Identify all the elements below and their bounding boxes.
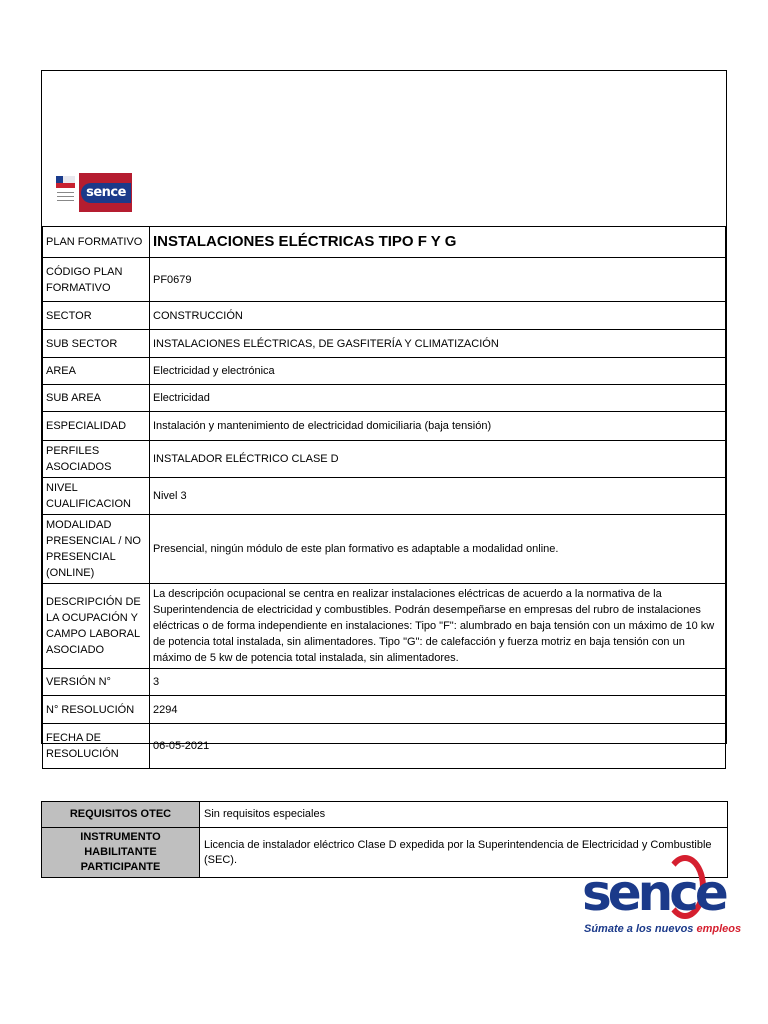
row-value: 3: [150, 669, 726, 696]
row-value: CONSTRUCCIÓN: [150, 302, 726, 330]
plan-sheet: [41, 70, 727, 760]
table-row: [43, 358, 726, 385]
table-row: [43, 669, 726, 696]
table-row: [43, 330, 726, 358]
otec-label: REQUISITOS OTEC: [42, 802, 200, 828]
row-value: 06-05-2021: [150, 724, 726, 769]
row-label: AREA: [43, 358, 150, 385]
row-value: Electricidad y electrónica: [150, 358, 726, 385]
row-label: SUB AREA: [43, 385, 150, 412]
table-row: [43, 302, 726, 330]
row-label: N° RESOLUCIÓN: [43, 696, 150, 724]
row-value: INSTALADOR ELÉCTRICO CLASE D: [150, 441, 726, 478]
row-label: CÓDIGO PLAN FORMATIVO: [43, 258, 150, 302]
row-label: SUB SECTOR: [43, 330, 150, 358]
table-row: [43, 227, 726, 258]
table-row: [43, 385, 726, 412]
row-label: PLAN FORMATIVO: [43, 227, 150, 258]
row-value: INSTALACIONES ELÉCTRICAS, DE GASFITERÍA Y CLIMATIZACIÓN: [150, 330, 726, 358]
table-row: [43, 258, 726, 302]
government-shield-icon: [53, 173, 79, 212]
row-label: ESPECIALIDAD: [43, 412, 150, 441]
table-row: [43, 441, 726, 478]
instrumento-value: Licencia de instalador eléctrico Clase D expedida por la Superintendencia de Electricidad y Combustible (SEC).: [200, 828, 728, 878]
row-label: NIVEL CUALIFICACION: [43, 478, 150, 515]
row-label: MODALIDAD PRESENCIAL / NO PRESENCIAL (ONLINE): [43, 515, 150, 584]
row-label: PERFILES ASOCIADOS: [43, 441, 150, 478]
table-row: [43, 696, 726, 724]
sence-wordmark-large: sence: [582, 864, 725, 922]
row-value: Electricidad: [150, 385, 726, 412]
row-label: VERSIÓN N°: [43, 669, 150, 696]
sence-wordmark: sence: [81, 183, 131, 203]
sence-logo-large: [578, 853, 742, 943]
otec-value: Sin requisitos especiales: [200, 802, 728, 828]
slogan-main: Súmate a los nuevos: [584, 923, 694, 935]
row-label: FECHA DE RESOLUCIÓN: [43, 724, 150, 769]
plan-title: INSTALACIONES ELÉCTRICAS TIPO F Y G: [150, 227, 726, 258]
row-value: La descripción ocupacional se centra en realizar instalaciones eléctricas de acuerdo a la normativa de la Superintendencia de electricidad y combustibles. Podrán desempeñarse en empresas del rubro de instalaciones eléctricas o de forma independiente en instalaciones: Tipo "F": alumbrado en baja tensión con un máximo de 10 kw de potencia total instalada, sin alimentadores. Tipo "G": de calefacción y fuerza motriz en baja tensión con un máximo de 5 kw de potencia total instalada, sin alimentadores.: [150, 584, 726, 669]
row-label: SECTOR: [43, 302, 150, 330]
row-value: Nivel 3: [150, 478, 726, 515]
table-row: [43, 478, 726, 515]
sence-logo-small: [53, 173, 132, 212]
slogan-accent: empleos: [696, 923, 742, 935]
logo-slogan: [584, 923, 741, 935]
table-row: [43, 515, 726, 584]
row-value: Presencial, ningún módulo de este plan formativo es adaptable a modalidad online.: [150, 515, 726, 584]
instrumento-label: INSTRUMENTO HABILITANTE PARTICIPANTE: [42, 828, 200, 878]
row-value: 2294: [150, 696, 726, 724]
row-label: DESCRIPCIÓN DE LA OCUPACIÓN Y CAMPO LABORAL ASOCIADO: [43, 584, 150, 669]
row-value: PF0679: [150, 258, 726, 302]
row-value: Instalación y mantenimiento de electricidad domiciliaria (baja tensión): [150, 412, 726, 441]
table-row: [43, 584, 726, 669]
table-row: [43, 724, 726, 769]
table-row: [42, 802, 728, 828]
table-row: [43, 412, 726, 441]
plan-table: [42, 226, 726, 769]
